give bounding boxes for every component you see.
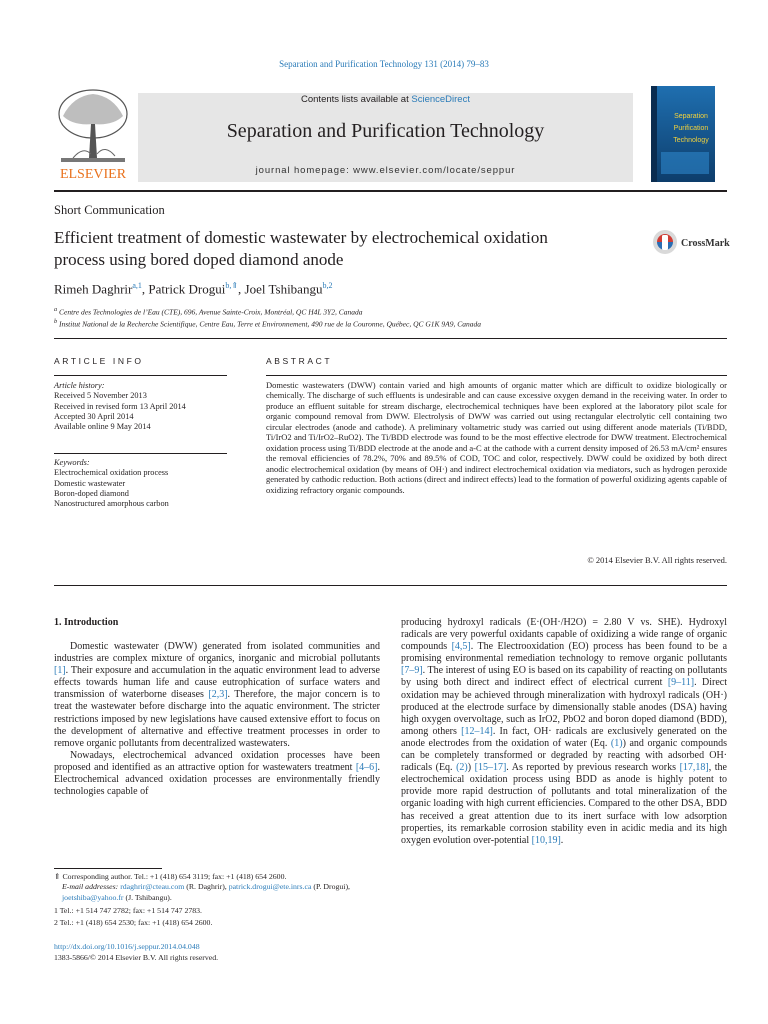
journal-homepage[interactable]: journal homepage: www.elsevier.com/locate/seppur [255, 165, 516, 176]
crossmark-icon[interactable] [652, 228, 678, 258]
abstract-divider [266, 375, 727, 376]
text-run: . In fact, OH· radicals are exclusively generated on the anode electrodes from the oxidation of water (Eq. [401, 725, 727, 749]
reference-link[interactable]: [10,19] [531, 834, 561, 846]
text-run: . The interest of using EO is based on its capability of reacting on pollutants by using both direct and indirect effect of electrical current [401, 665, 727, 689]
reference-link[interactable]: [1] [54, 665, 66, 677]
text-run: ) and organic compounds can be completely transformed or degraded by reacting with adsorbed OH· radicals (Eq. [401, 737, 727, 774]
text-run: Nowadays, electrochemical advanced oxidation processes have been proposed and identified as an attractive option for wastewaters treatment [54, 749, 380, 773]
text-run: producing hydroxyl radicals (E·(OH·/H2O) = 2.80 V vs. SHE). Hydroxyl radicals are very powerful oxidants capable of oxidizing a wide range of organic compounds [401, 617, 727, 653]
body-column-left [54, 641, 380, 798]
text-run: . Direct oxidation may be achieved through mineralization with hydroxyl radicals (OH·) produced at the electrode surface by dimensionally stable anodes (DSA) having high oxygen overvoltage, such as IrO2, PbO2 and boron doped diamond (BDD), among others [401, 677, 727, 737]
article-info-heading: ARTICLE INFO [54, 356, 144, 366]
author-name: Patrick Drogui [148, 281, 226, 297]
footnote-1: 1 Tel.: +1 514 747 2782; fax: +1 514 747 2783. [54, 906, 203, 915]
doi-link[interactable]: http://dx.doi.org/10.1016/j.seppur.2014.04.048 [54, 942, 200, 951]
email-link[interactable]: patrick.drogui@ete.inrs.ca [228, 882, 312, 892]
article-info-divider [54, 453, 227, 454]
journal-citation[interactable]: Separation and Purification Technology 131 (2014) 79–83 [279, 59, 489, 69]
paragraph [401, 617, 727, 847]
text-run: . The Electrooxidation (EO) process has been found to be a promising environmental remediation technology to remove organic pollutants [401, 641, 728, 665]
reference-link[interactable]: [15–17] [474, 762, 507, 774]
abstract-text: Domestic wastewaters (DWW) contain varied and high amounts of organic matter which are difficult to oxidize biologically or chemically. The discharge of such effluents is undesirable and can cause excessive oxygen demand in the receiving water. In order to produce an effluent suitable for stream discharge, electrochemical techniques have been explored at the laboratory pilot scale for organic compound removal from DWW. Electrolysis of DWW was carried out using rectangular electrolytic cell containing two circular electrodes (anode and cathode). A preliminary voltametric study was carried out using different anode materials (Ti/BDD, Ti/IrO2 and Ti/IrO2–RuO2). The Ti/BDD electrode was found to be the most effective electrode for DWW treatment. Electrochemical oxidation process using Ti/BDD electrode at the anode and a-C at the cathode with a current density imposed of 26.53 mA/cm² ensures the removal efficiencies of 78.2%, 70% and 89.5% of COD, TOC and color, respectively. DWW could be oxidized by both direct anodic electrochemical oxidation (by means of OH·) and indirect electrochemical oxidation via mediators, such as hydrogen peroxide generated by cathodic reduction. Both actions (direct and indirect effects) lead to the formation of powerful oxidizing agents capable of oxidizing refractory organic compounds. [266, 380, 727, 495]
author-list: Rimeh Daghrir$^{a,1}$, Patrick Drogui$^{b,⇑}$, Joel Tshibangu$^{b,2}$ [54, 281, 333, 297]
author-name: Rimeh Daghrir [54, 281, 133, 297]
paragraph [54, 750, 380, 798]
abstract-copyright: © 2014 Elsevier B.V. All rights reserved. [587, 555, 727, 565]
section-divider [54, 338, 727, 339]
history-item: Accepted 30 April 2014 [54, 411, 134, 421]
email-link[interactable]: rdaghrir@cteau.com [120, 882, 185, 892]
sciencedirect-link[interactable]: ScienceDirect [411, 94, 470, 105]
issn-line: 1383-5866/© 2014 Elsevier B.V. All rights reserved. [54, 953, 219, 962]
author-affiliation-link[interactable]: b,⇑ [225, 281, 239, 290]
history-item: Available online 9 May 2014 [54, 422, 151, 432]
text-run: ) [467, 762, 475, 774]
footnote-2: 2 Tel.: +1 (418) 654 2530; fax: +1 (418) 654 2600. [54, 918, 213, 927]
reference-link[interactable]: [4–6] [355, 761, 378, 773]
body-divider [54, 585, 727, 586]
reference-link[interactable]: [17,18] [679, 762, 709, 774]
footnote-divider [54, 868, 162, 869]
body-column-right [401, 617, 727, 847]
keyword-item: Domestic wastewater [54, 478, 126, 488]
elsevier-tree-logo[interactable] [53, 86, 133, 182]
author-name: Joel Tshibangu [244, 281, 323, 297]
reference-link[interactable]: [12–14] [461, 725, 493, 737]
reference-link[interactable]: (2) [456, 762, 468, 774]
text-run: . Therefore, the major concern is to treat the wastewater before discharge into the aquatic environment. The stricter restrictions imposed by new legislations have caused extensive effort to focus on the development of alternative and effective treatment processes in order to remove organic pollutants from decentralized wastewaters. [54, 689, 380, 749]
keyword-item: Electrochemical oxidation process [54, 468, 169, 478]
affiliation-b: $^b$ Institut National de la Recherche Scientifique, Centre Eau, Terre et Environnement, 490 rue de la Couronne, Québec, QC G1K 9A9, Canada [54, 318, 482, 329]
article-history: Article history: Received 5 November 2013 Received in revised form 13 April 2014 Accepted 30 April 2014 Available online 9 May 2014 [54, 381, 229, 432]
reference-link[interactable]: [7–9] [401, 665, 423, 677]
text-run: . Electrochemical advanced oxidation processes are environmentally friendly technologies capable of [54, 761, 380, 798]
text-run: . [560, 834, 564, 846]
svg-text:Purification: Purification [673, 125, 709, 132]
svg-text:Technology: Technology [673, 137, 709, 144]
text-run: . As reported by previous research works [506, 762, 680, 774]
contents-line: Contents lists available at ScienceDirect [301, 94, 470, 105]
article-title: Efficient treatment of domestic wastewater by electrochemical oxidation process using bored doped diamond anode [54, 228, 548, 269]
keyword-item: Boron-doped diamond [54, 488, 129, 498]
article-type: Short Communication [54, 203, 165, 217]
article-info-divider [54, 375, 227, 376]
author-affiliation-link[interactable]: b,2 [322, 281, 333, 290]
journal-cover-image[interactable] [651, 86, 715, 182]
email-link[interactable]: joetshiba@yahoo.fr [62, 892, 124, 902]
affiliation-a: $^a$ Centre des Technologies de l’Eau (CTE), 696, Avenue Sainte-Croix, Montréal, QC H4L 3Y2, Canada [54, 306, 363, 317]
abstract-heading: ABSTRACT [266, 356, 333, 366]
footnote-corresponding: ⇑ Corresponding author. Tel.: +1 (418) 654 3119; fax: +1 (418) 654 2600. E-mail addresses: rdaghrir@cteau.com (R. Daghrir), patrick.drogui@ete.inrs.ca (P. Drogui), joetshiba@yahoo.fr (J. Tshibangu). [54, 872, 351, 902]
section-heading-introduction: 1. Introduction [54, 617, 119, 628]
header-divider [54, 190, 727, 192]
reference-link[interactable]: [9–11] [667, 677, 695, 689]
reference-link[interactable]: (1) [610, 737, 623, 749]
reference-link[interactable]: [4,5] [451, 641, 471, 653]
text-run: , the electrochemical oxidation process using BDD as anode is highly potent to provide more rapid destruction of pollutants and total mineralization of the organic loading with high current efficiencies. Compared to the other DSA, BDD has received a great attention due to its inert surface with low adsorption properties, its remarkable corrosion stability even in acidic media and its high oxygen evolution over-potential [401, 762, 727, 846]
text-run: . Their exposure and accumulation in the aquatic environment lead to adverse effects towards human life and cause eutrophication of surface waters and transmission of waterborne diseases [54, 665, 380, 701]
svg-text:Separation: Separation [674, 113, 708, 120]
keyword-item: Nanostructured amorphous carbon [54, 499, 169, 509]
publisher-wordmark: ELSEVIER [59, 167, 127, 182]
text-run: Domestic wastewater (DWW) generated from isolated communities and industries are complex mixture of organics, inorganic and microbial pollutants [54, 641, 380, 665]
reference-link[interactable]: [2,3] [208, 689, 228, 701]
crossmark-label[interactable]: CrossMark [681, 238, 730, 249]
journal-title: Separation and Purification Technology [226, 120, 545, 142]
paragraph [54, 641, 380, 750]
keywords: Keywords: Electrochemical oxidation process Domestic wastewater Boron-doped diamond Nanostructured amorphous carbon [54, 458, 229, 509]
author-affiliation-link[interactable]: a,1 [132, 281, 142, 290]
history-item: Received in revised form 13 April 2014 [54, 401, 186, 411]
history-item: Received 5 November 2013 [54, 391, 147, 401]
